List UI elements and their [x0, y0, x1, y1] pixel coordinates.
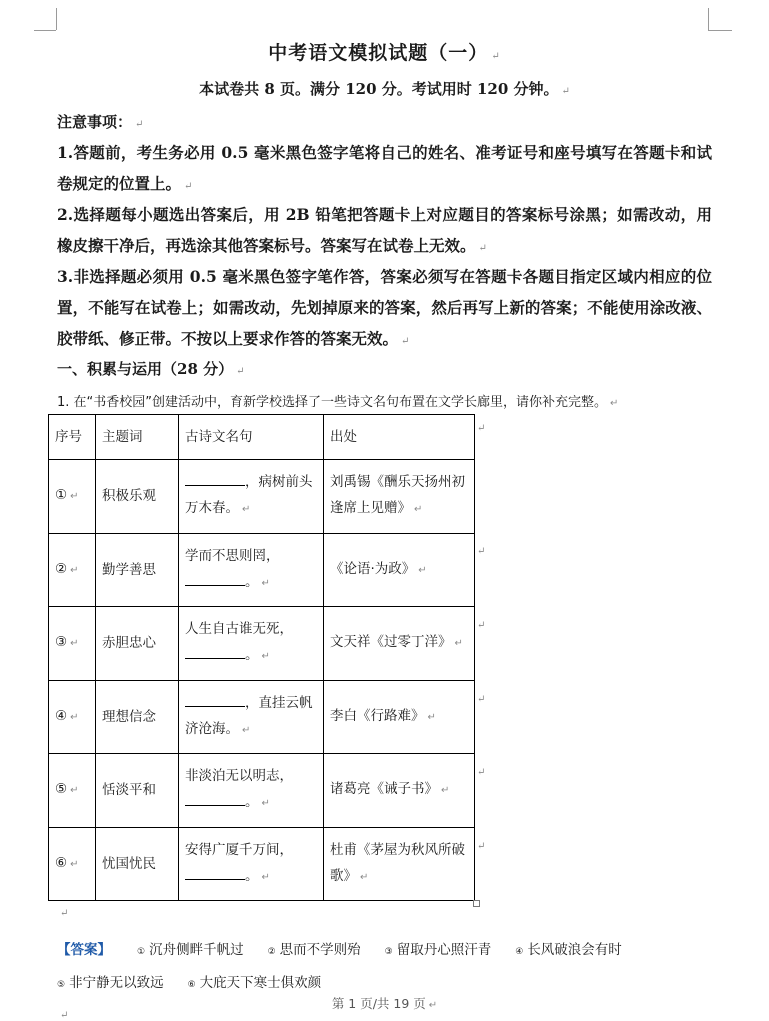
source-text: 《论语·为政》	[330, 560, 416, 577]
crop-mark-top-left	[34, 30, 56, 31]
answer-number: ②	[267, 947, 276, 957]
table-row	[49, 607, 475, 681]
verse-given: 。	[245, 794, 259, 811]
cell-theme: 忧国忧民	[96, 827, 179, 901]
answer-number: ⑥	[187, 980, 196, 990]
cell-verse	[179, 754, 324, 828]
cell-verse	[179, 680, 324, 754]
paragraph-mark: ↵	[261, 871, 270, 883]
cell-verse	[179, 827, 324, 901]
paragraph-mark: ↵	[184, 181, 193, 192]
cell-source	[324, 754, 475, 828]
verse-given: ，直挂云帆济沧海。	[185, 694, 313, 737]
exam-info-text: 本试卷共 8 页。满分 120 分。考试用时 120 分钟。	[199, 80, 559, 98]
verse-given: 安得广厦千万间，	[185, 841, 293, 858]
cell-number	[49, 827, 96, 901]
source-text: 刘禹锡《酬乐天扬州初逢席上见赠》	[330, 474, 465, 517]
exam-info	[0, 78, 769, 99]
notice-item-text: 1.答题前，考生务必用 0.5 毫米黑色签字笔将自己的姓名、准考证号和座号填写在答题卡和试卷规定的位置上。	[57, 143, 712, 193]
answer-text: 沉舟侧畔千帆过	[149, 942, 244, 958]
paragraph-mark: ↵	[70, 491, 79, 503]
paragraph-mark: ↵	[236, 366, 245, 377]
notice-heading-text: 注意事项：	[57, 113, 133, 131]
paragraph-mark: ↵	[261, 798, 270, 810]
paragraph-mark: ↵	[441, 785, 450, 797]
cell-source	[324, 680, 475, 754]
paragraph-mark: ↵	[414, 504, 423, 516]
paragraph-mark: ↵	[70, 785, 79, 797]
verse-given: 。	[245, 573, 259, 590]
section-title-text: 一、积累与运用（28 分）	[57, 360, 234, 378]
table-resize-handle[interactable]	[473, 900, 480, 907]
paragraph-mark: ↵	[60, 1010, 69, 1021]
crop-mark-top-right	[708, 8, 709, 30]
row-number: ②	[55, 560, 68, 577]
row-end-mark: ↵	[477, 546, 486, 557]
row-number: ④	[55, 707, 68, 724]
answer-item	[188, 975, 322, 991]
paragraph-mark: ↵	[242, 504, 251, 516]
source-text: 杜甫《茅屋为秋风所破歌》	[330, 841, 465, 884]
verse-given: 。	[245, 647, 259, 664]
fill-in-blank	[185, 643, 245, 659]
notice-item-3	[57, 261, 712, 357]
cell-theme: 恬淡平和	[96, 754, 179, 828]
answer-number: ③	[384, 947, 393, 957]
cell-source	[324, 533, 475, 607]
col-header-theme: 主题词	[96, 415, 179, 460]
source-text: 文天祥《过零丁洋》	[330, 634, 452, 651]
page-number-text: 第 1 页/共 19 页	[331, 996, 426, 1011]
row-end-mark: ↵	[477, 841, 486, 852]
answer-text: 非宁静无以致远	[69, 975, 164, 991]
answer-tag: 【答案】	[57, 942, 111, 958]
cell-source	[324, 607, 475, 681]
row-number: ③	[55, 634, 68, 651]
answer-item	[268, 942, 361, 958]
cell-theme: 勤学善思	[96, 533, 179, 607]
question-text: 1. 在“书香校园”创建活动中，育新学校选择了一些诗文名句布置在文学长廊里，请你补充完整。	[57, 395, 608, 410]
answer-item	[137, 942, 244, 958]
paragraph-mark: ↵	[427, 711, 436, 723]
paragraph-mark: ↵	[454, 638, 463, 650]
paragraph-mark: ↵	[610, 398, 619, 409]
cell-verse	[179, 607, 324, 681]
table-row	[49, 460, 475, 534]
answer-number: ①	[137, 947, 146, 957]
answer-number: ⑤	[57, 980, 66, 990]
notice-item-text: 3.非选择题必须用 0.5 毫米黑色签字笔作答，答案必须写在答题卡各题目指定区域内相应的位置，不能写在试卷上；如需改动，先划掉原来的答案，然后再写上新的答案；不能使用涂改液、胶带纸、修正带。不按以上要求作答的答案无效。	[57, 267, 712, 348]
paragraph-mark: ↵	[70, 711, 79, 723]
paragraph-mark: ↵	[428, 1000, 438, 1011]
verse-given: 人生自古谁无死，	[185, 621, 293, 638]
cell-number	[49, 460, 96, 534]
crop-mark-top-right	[708, 30, 732, 31]
answer-text: 留取丹心照汗青	[396, 942, 492, 958]
fill-in-blank	[185, 864, 245, 880]
table-row	[49, 680, 475, 754]
row-end-mark: ↵	[477, 767, 486, 778]
paragraph-mark: ↵	[60, 908, 69, 919]
cell-number	[49, 607, 96, 681]
row-end-mark: ↵	[477, 694, 486, 705]
answer-text: 大庇天下寒士俱欢颜	[199, 975, 322, 991]
paragraph-mark: ↵	[261, 651, 270, 663]
paragraph-mark: ↵	[261, 577, 270, 589]
paragraph-mark: ↵	[418, 564, 427, 576]
answer-item	[515, 942, 622, 958]
answer-text: 长风破浪会有时	[527, 942, 622, 958]
paragraph-mark: ↵	[491, 51, 501, 62]
fill-in-blank	[185, 570, 245, 586]
answer-block	[57, 935, 717, 1001]
verse-given: 。	[245, 867, 259, 884]
paragraph-mark: ↵	[70, 858, 79, 870]
col-header-source: 出处	[324, 415, 475, 460]
cell-theme: 积极乐观	[96, 460, 179, 534]
row-end-mark: ↵	[477, 423, 486, 434]
table-row	[49, 754, 475, 828]
fill-in-blank	[185, 470, 245, 486]
row-number: ⑤	[55, 781, 68, 798]
paragraph-mark: ↵	[70, 564, 79, 576]
cell-source	[324, 460, 475, 534]
row-number: ⑥	[55, 854, 68, 871]
row-number: ①	[55, 487, 68, 504]
notice-item-1	[57, 137, 712, 202]
paragraph-mark: ↵	[360, 871, 369, 883]
cell-verse	[179, 460, 324, 534]
title-text: 中考语文模拟试题（一）	[268, 42, 489, 64]
answer-text: 思而不学则殆	[279, 942, 361, 958]
verse-given: 非淡泊无以明志，	[185, 768, 293, 785]
cell-number	[49, 754, 96, 828]
poem-table	[48, 414, 475, 901]
paragraph-mark: ↵	[242, 724, 251, 736]
source-text: 诸葛亮《诫子书》	[330, 781, 438, 798]
notice-heading	[57, 111, 143, 132]
paragraph-mark: ↵	[135, 119, 144, 130]
answer-number: ④	[515, 947, 524, 957]
cell-verse	[179, 533, 324, 607]
paragraph-mark: ↵	[561, 86, 570, 97]
notice-item-2	[57, 199, 712, 264]
cell-theme: 理想信念	[96, 680, 179, 754]
verse-given: ，病树前头万木春。	[185, 474, 313, 517]
col-header-verse: 古诗文名句	[179, 415, 324, 460]
page-title	[0, 38, 769, 65]
fill-in-blank	[185, 691, 245, 707]
verse-given: 学而不思则罔，	[185, 547, 280, 564]
row-end-mark: ↵	[477, 620, 486, 631]
cell-number	[49, 680, 96, 754]
notice-item-text: 2.选择题每小题选出答案后，用 2B 铅笔把答题卡上对应题目的答案标号涂黑；如需改动，用橡皮擦干净后，再选涂其他答案标号。答案写在试卷上无效。	[57, 205, 712, 255]
cell-source	[324, 827, 475, 901]
cell-theme: 赤胆忠心	[96, 607, 179, 681]
answer-item	[57, 975, 164, 991]
section-heading	[57, 358, 245, 379]
fill-in-blank	[185, 790, 245, 806]
question-1-prompt	[57, 391, 618, 410]
crop-mark-top-left	[56, 8, 57, 30]
page-footer	[0, 994, 769, 1012]
paragraph-mark: ↵	[401, 336, 410, 347]
paragraph-mark: ↵	[478, 243, 487, 254]
col-header-number: 序号	[49, 415, 96, 460]
answer-item	[385, 942, 492, 958]
source-text: 李白《行路难》	[330, 707, 425, 724]
table-row	[49, 533, 475, 607]
paragraph-mark: ↵	[70, 638, 79, 650]
cell-number	[49, 533, 96, 607]
table-header-row	[49, 415, 475, 460]
table-row	[49, 827, 475, 901]
